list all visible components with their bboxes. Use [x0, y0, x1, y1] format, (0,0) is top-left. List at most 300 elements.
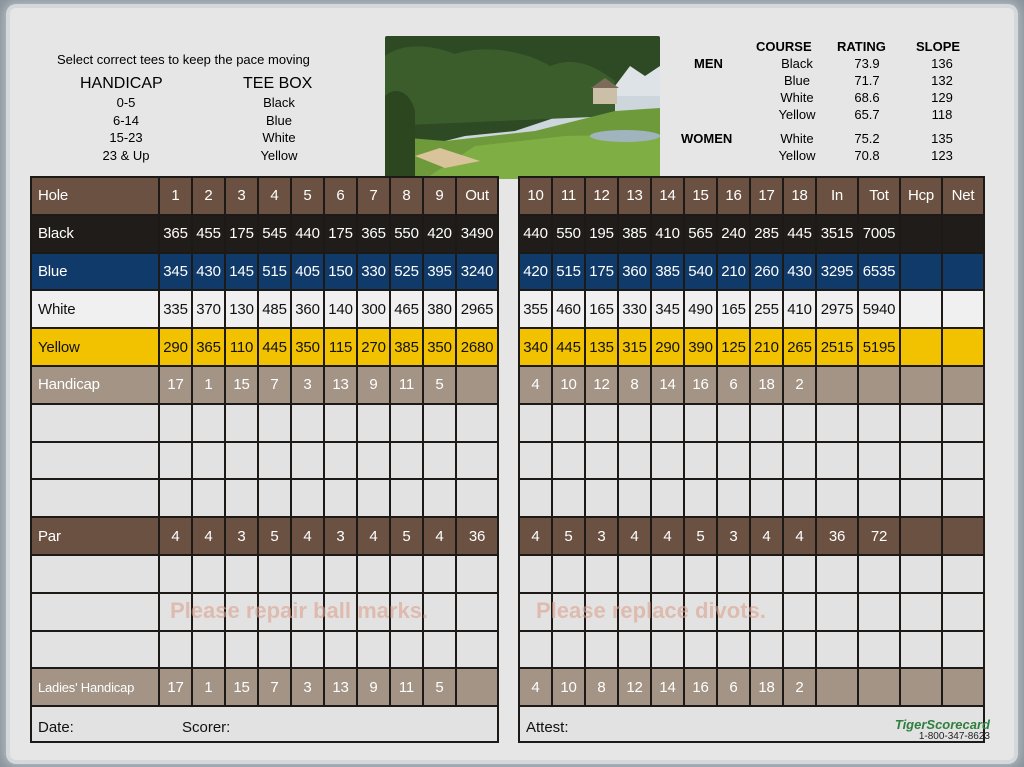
- blank-cell: [424, 556, 455, 592]
- back-watermark: Please replace divots.: [536, 598, 766, 623]
- rating-header: RATING: [837, 39, 886, 54]
- score-cell: 2: [784, 669, 815, 705]
- blank-cell: [391, 632, 422, 668]
- score-cell: 13: [619, 178, 650, 214]
- score-cell: 8: [619, 367, 650, 403]
- score-cell: [457, 367, 497, 403]
- score-cell: 5: [685, 518, 716, 554]
- score-cell: [901, 669, 941, 705]
- score-cell: 18: [751, 367, 782, 403]
- blank-cell: [751, 632, 782, 668]
- blank-cell: [259, 443, 290, 479]
- blank-cell: [901, 480, 941, 516]
- score-cell: 13: [325, 669, 356, 705]
- score-cell: 12: [619, 669, 650, 705]
- tee-guide-tagline: Select correct tees to keep the pace moving: [57, 52, 310, 67]
- blank-cell: [457, 480, 497, 516]
- score-cell: 18: [751, 669, 782, 705]
- score-cell: 14: [652, 178, 683, 214]
- score-cell: 16: [685, 367, 716, 403]
- score-cell: 550: [391, 216, 422, 252]
- score-cell: 6: [718, 669, 749, 705]
- score-cell: [943, 367, 983, 403]
- score-cell: 440: [292, 216, 323, 252]
- blank-cell: [424, 405, 455, 441]
- rating-course: White: [780, 131, 814, 146]
- blank-cell: [751, 443, 782, 479]
- blank-cell: [685, 632, 716, 668]
- blank-cell: [718, 556, 749, 592]
- score-cell: 9: [358, 669, 389, 705]
- score-cell: Tot: [859, 178, 899, 214]
- score-cell: 340: [520, 329, 551, 365]
- score-cell: [943, 291, 983, 327]
- blank-cell: [685, 556, 716, 592]
- score-cell: 4: [358, 518, 389, 554]
- score-cell: 195: [586, 216, 617, 252]
- blank-cell: [391, 405, 422, 441]
- blank-cell: [901, 594, 941, 630]
- tigerscorecard-logo: [870, 717, 990, 742]
- score-cell: 3: [292, 367, 323, 403]
- slope-header: SLOPE: [916, 39, 961, 54]
- score-cell: 4: [424, 518, 455, 554]
- blank-cell: [32, 594, 158, 630]
- score-cell: Net: [943, 178, 983, 214]
- score-cell: 3490: [457, 216, 497, 252]
- blank-cell: [859, 632, 899, 668]
- score-cell: 72: [859, 518, 899, 554]
- rating-rating: 73.9: [854, 56, 880, 71]
- logo-phone: 1-800-347-8623: [918, 731, 990, 742]
- score-cell: 300: [358, 291, 389, 327]
- score-cell: 445: [259, 329, 290, 365]
- score-cell: 6: [718, 367, 749, 403]
- blank-cell: [553, 405, 584, 441]
- score-cell: 1: [193, 669, 224, 705]
- score-cell: [943, 254, 983, 290]
- score-cell: [859, 669, 899, 705]
- blank-cell: [619, 556, 650, 592]
- score-cell: 545: [259, 216, 290, 252]
- score-cell: 5: [424, 367, 455, 403]
- score-cell: 10: [553, 669, 584, 705]
- blank-cell: [619, 480, 650, 516]
- score-cell: 5940: [859, 291, 899, 327]
- handicap-range: 23 & Up: [102, 147, 150, 163]
- score-cell: [901, 518, 941, 554]
- rating-slope: 136: [931, 56, 953, 71]
- score-cell: [943, 216, 983, 252]
- row-label: Handicap: [32, 367, 158, 403]
- score-cell: 290: [652, 329, 683, 365]
- blank-cell: [457, 405, 497, 441]
- footer-row: [32, 707, 497, 741]
- score-cell: 135: [586, 329, 617, 365]
- score-cell: 445: [784, 216, 815, 252]
- score-cell: 210: [718, 254, 749, 290]
- score-cell: 335: [160, 291, 191, 327]
- blank-cell: [586, 405, 617, 441]
- blank-cell: [817, 632, 857, 668]
- blank-cell: [652, 405, 683, 441]
- blank-cell: [32, 556, 158, 592]
- score-cell: 1: [160, 178, 191, 214]
- score-cell: 255: [751, 291, 782, 327]
- blank-cell: [325, 556, 356, 592]
- score-cell: 515: [553, 254, 584, 290]
- blank-cell: [520, 556, 551, 592]
- blank-cell: [160, 480, 191, 516]
- score-cell: 3295: [817, 254, 857, 290]
- score-cell: 5: [292, 178, 323, 214]
- date-label: Date:: [38, 719, 74, 736]
- blank-cell: [817, 480, 857, 516]
- score-cell: 110: [226, 329, 257, 365]
- blank-cell: [652, 556, 683, 592]
- score-cell: 11: [391, 669, 422, 705]
- blank-cell: [586, 480, 617, 516]
- blank-cell: [718, 632, 749, 668]
- blank-cell: [32, 405, 158, 441]
- score-cell: 12: [586, 367, 617, 403]
- blank-cell: [292, 443, 323, 479]
- blank-cell: [652, 480, 683, 516]
- score-cell: 210: [751, 329, 782, 365]
- handicap-range: 15-23: [109, 130, 143, 145]
- blank-cell: [226, 556, 257, 592]
- rating-rating: 71.7: [854, 73, 880, 88]
- score-cell: [901, 329, 941, 365]
- rating-slope: 132: [931, 73, 953, 88]
- score-cell: 10: [520, 178, 551, 214]
- rating-course: Yellow: [778, 148, 816, 163]
- score-cell: 345: [160, 254, 191, 290]
- score-cell: 355: [520, 291, 551, 327]
- blank-cell: [943, 632, 983, 668]
- blank-cell: [784, 443, 815, 479]
- blank-cell: [226, 480, 257, 516]
- score-cell: 15: [226, 669, 257, 705]
- score-cell: 385: [391, 329, 422, 365]
- score-cell: 4: [619, 518, 650, 554]
- score-cell: 140: [325, 291, 356, 327]
- score-cell: 11: [553, 178, 584, 214]
- blank-cell: [424, 632, 455, 668]
- teebox-list: [243, 94, 315, 164]
- score-cell: 290: [160, 329, 191, 365]
- rating-slope: 129: [931, 90, 953, 105]
- score-cell: 5: [259, 518, 290, 554]
- blank-cell: [553, 443, 584, 479]
- blank-cell: [943, 594, 983, 630]
- row-label: Par: [32, 518, 158, 554]
- score-cell: In: [817, 178, 857, 214]
- blank-cell: [751, 556, 782, 592]
- blank-cell: [586, 443, 617, 479]
- score-cell: 11: [391, 367, 422, 403]
- score-cell: 175: [586, 254, 617, 290]
- score-cell: 420: [520, 254, 551, 290]
- score-cell: 350: [292, 329, 323, 365]
- score-cell: 240: [718, 216, 749, 252]
- blank-cell: [817, 594, 857, 630]
- score-cell: 6535: [859, 254, 899, 290]
- blank-cell: [193, 405, 224, 441]
- score-cell: 165: [718, 291, 749, 327]
- score-cell: 285: [751, 216, 782, 252]
- score-cell: 15: [226, 367, 257, 403]
- score-cell: 385: [619, 216, 650, 252]
- score-cell: 2965: [457, 291, 497, 327]
- score-cell: 445: [553, 329, 584, 365]
- attest-label: Attest:: [526, 719, 569, 736]
- blank-cell: [652, 632, 683, 668]
- blank-cell: [32, 632, 158, 668]
- blank-cell: [325, 632, 356, 668]
- score-cell: 2515: [817, 329, 857, 365]
- score-cell: 14: [652, 669, 683, 705]
- score-cell: 7: [259, 669, 290, 705]
- blank-cell: [457, 632, 497, 668]
- score-cell: 365: [160, 216, 191, 252]
- blank-cell: [901, 632, 941, 668]
- blank-cell: [193, 480, 224, 516]
- row-label: Blue: [32, 254, 158, 290]
- blank-cell: [32, 443, 158, 479]
- score-cell: 4: [652, 518, 683, 554]
- rating-course: White: [780, 90, 814, 105]
- blank-cell: [859, 443, 899, 479]
- blank-cell: [193, 632, 224, 668]
- blank-cell: [784, 405, 815, 441]
- score-cell: 5: [391, 518, 422, 554]
- score-cell: 4: [520, 518, 551, 554]
- blank-cell: [520, 443, 551, 479]
- handicap-ranges: [90, 94, 162, 164]
- row-label: Ladies' Handicap: [32, 669, 158, 705]
- score-cell: [901, 367, 941, 403]
- score-cell: 7: [259, 367, 290, 403]
- score-cell: 3: [325, 518, 356, 554]
- score-cell: [901, 216, 941, 252]
- blank-cell: [292, 405, 323, 441]
- blank-cell: [520, 480, 551, 516]
- score-cell: 17: [160, 367, 191, 403]
- blank-cell: [457, 594, 497, 630]
- blank-cell: [325, 405, 356, 441]
- blank-cell: [751, 405, 782, 441]
- score-cell: 7: [358, 178, 389, 214]
- blank-cell: [619, 443, 650, 479]
- score-cell: 5195: [859, 329, 899, 365]
- score-cell: 330: [358, 254, 389, 290]
- score-cell: 8: [586, 669, 617, 705]
- blank-cell: [784, 632, 815, 668]
- blank-cell: [259, 480, 290, 516]
- score-cell: 3: [718, 518, 749, 554]
- score-cell: 540: [685, 254, 716, 290]
- score-cell: 16: [685, 669, 716, 705]
- blank-cell: [619, 632, 650, 668]
- blank-cell: [292, 480, 323, 516]
- blank-cell: [817, 405, 857, 441]
- blank-cell: [424, 594, 455, 630]
- score-cell: [859, 367, 899, 403]
- score-cell: 6: [325, 178, 356, 214]
- score-cell: 360: [292, 291, 323, 327]
- blank-cell: [685, 443, 716, 479]
- blank-cell: [553, 480, 584, 516]
- score-cell: 565: [685, 216, 716, 252]
- blank-cell: [325, 443, 356, 479]
- golf-course-photo: [385, 36, 660, 179]
- score-cell: 485: [259, 291, 290, 327]
- blank-cell: [391, 556, 422, 592]
- score-cell: 115: [325, 329, 356, 365]
- score-cell: [901, 254, 941, 290]
- score-cell: 430: [784, 254, 815, 290]
- blank-cell: [292, 556, 323, 592]
- blank-cell: [358, 556, 389, 592]
- blank-cell: [292, 632, 323, 668]
- score-cell: 175: [325, 216, 356, 252]
- score-cell: 410: [784, 291, 815, 327]
- blank-cell: [358, 405, 389, 441]
- blank-cell: [784, 556, 815, 592]
- row-label: Black: [32, 216, 158, 252]
- blank-cell: [718, 405, 749, 441]
- score-cell: 10: [553, 367, 584, 403]
- rating-rating: 65.7: [854, 107, 880, 122]
- rating-rating: 75.2: [854, 131, 880, 146]
- blank-cell: [553, 632, 584, 668]
- scorer-label: Scorer:: [182, 719, 231, 736]
- score-cell: 16: [718, 178, 749, 214]
- course-header: COURSE: [756, 39, 812, 54]
- blank-cell: [718, 443, 749, 479]
- front-nine-table: [30, 176, 499, 743]
- blank-cell: [160, 556, 191, 592]
- score-cell: 15: [685, 178, 716, 214]
- score-cell: 4: [259, 178, 290, 214]
- blank-cell: [391, 443, 422, 479]
- blank-cell: [520, 405, 551, 441]
- score-cell: 150: [325, 254, 356, 290]
- score-cell: 430: [193, 254, 224, 290]
- score-cell: 3: [226, 178, 257, 214]
- score-cell: 3: [226, 518, 257, 554]
- blank-cell: [718, 480, 749, 516]
- score-cell: 4: [160, 518, 191, 554]
- score-cell: 2680: [457, 329, 497, 365]
- score-cell: Out: [457, 178, 497, 214]
- score-cell: 365: [358, 216, 389, 252]
- handicap-header: HANDICAP: [80, 75, 163, 92]
- score-cell: 36: [817, 518, 857, 554]
- score-cell: [943, 669, 983, 705]
- rating-course: Blue: [783, 73, 811, 88]
- blank-cell: [859, 405, 899, 441]
- score-cell: 420: [424, 216, 455, 252]
- teebox-header: TEE BOX: [243, 75, 313, 92]
- blank-cell: [457, 556, 497, 592]
- score-cell: 385: [652, 254, 683, 290]
- scorecard: [10, 8, 1014, 760]
- row-label: Yellow: [32, 329, 158, 365]
- blank-cell: [619, 405, 650, 441]
- score-cell: 455: [193, 216, 224, 252]
- blank-cell: [226, 405, 257, 441]
- blank-cell: [817, 443, 857, 479]
- score-cell: 465: [391, 291, 422, 327]
- score-cell: [943, 329, 983, 365]
- score-cell: 390: [685, 329, 716, 365]
- women-label: WOMEN: [681, 131, 733, 146]
- row-label: Hole: [32, 178, 158, 214]
- blank-cell: [943, 556, 983, 592]
- blank-cell: [358, 480, 389, 516]
- blank-cell: [424, 443, 455, 479]
- blank-cell: [943, 405, 983, 441]
- blank-cell: [193, 556, 224, 592]
- score-cell: 2: [784, 367, 815, 403]
- score-cell: 345: [652, 291, 683, 327]
- rating-slope: 118: [931, 107, 953, 122]
- blank-cell: [226, 443, 257, 479]
- score-cell: 525: [391, 254, 422, 290]
- blank-cell: [226, 632, 257, 668]
- score-cell: 330: [619, 291, 650, 327]
- blank-cell: [859, 556, 899, 592]
- blank-cell: [160, 405, 191, 441]
- score-cell: 350: [424, 329, 455, 365]
- blank-cell: [32, 480, 158, 516]
- blank-cell: [751, 480, 782, 516]
- teebox-name: Yellow: [260, 147, 298, 163]
- score-cell: 3240: [457, 254, 497, 290]
- score-cell: [817, 669, 857, 705]
- blank-cell: [358, 443, 389, 479]
- score-cell: 36: [457, 518, 497, 554]
- front-watermark: Please repair ball marks.: [170, 598, 429, 623]
- score-cell: 395: [424, 254, 455, 290]
- handicap-range: 0-5: [116, 95, 136, 110]
- blank-cell: [685, 405, 716, 441]
- blank-cell: [784, 480, 815, 516]
- score-cell: Hcp: [901, 178, 941, 214]
- blank-cell: [859, 480, 899, 516]
- handicap-range: 6-14: [112, 112, 140, 128]
- blank-cell: [160, 443, 191, 479]
- score-cell: 3: [586, 518, 617, 554]
- blank-cell: [943, 443, 983, 479]
- score-cell: 2: [193, 178, 224, 214]
- blank-cell: [358, 632, 389, 668]
- score-cell: 365: [193, 329, 224, 365]
- score-cell: 1: [193, 367, 224, 403]
- teebox-name: Blue: [265, 112, 293, 128]
- score-cell: 440: [520, 216, 551, 252]
- score-cell: 3515: [817, 216, 857, 252]
- score-cell: 125: [718, 329, 749, 365]
- score-cell: 460: [553, 291, 584, 327]
- blank-cell: [901, 443, 941, 479]
- blank-cell: [586, 632, 617, 668]
- row-label: White: [32, 291, 158, 327]
- blank-cell: [901, 405, 941, 441]
- score-cell: 380: [424, 291, 455, 327]
